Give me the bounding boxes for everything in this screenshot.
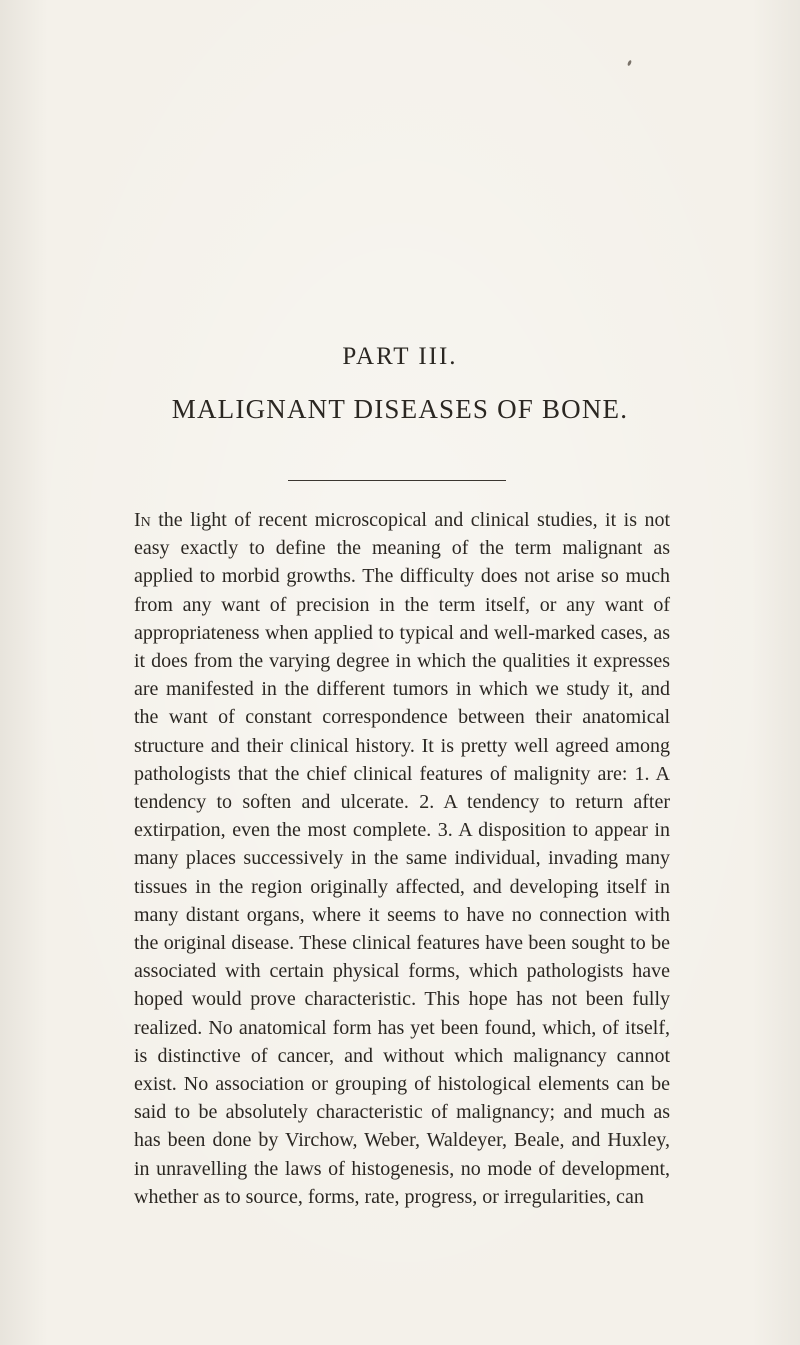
body-paragraph <box>134 506 670 1211</box>
paragraph-text: the light of recent microscopical and clinical studies, it is not easy exactly to define the meaning of the term malignant as applied to morbid growths. The difficulty does not arise so much from any want of precision in the term itself, or any want of appropriateness when applied to typical and well-marked cases, as it does from the varying degree in which the qualities it expresses are manifested in the different tumors in which we study it, and the want of constant correspondence between their anatomical structure and their clinical history. It is pretty well agreed among pathologists that the chief clinical features of malignity are: 1. A tendency to soften and ulcerate. 2. A tendency to return after extirpation, even the most complete. 3. A disposition to appear in many places successively in the same individual, invading many tissues in the region originally affected, and developing itself in many distant organs, where it seems to have no connection with the original disease. These clinical features have been sought to be associated with certain physical forms, which pathologists have hoped would prove characteristic. This hope has not been fully realized. No anatomical form has yet been found, which, of itself, is distinctive of cancer, and without which malignancy cannot exist. No association or grouping of histological elements can be said to be absolutely characteristic of malignancy; and much as has been done by Virchow, Weber, Waldeyer, Beale, and Huxley, in unravelling the laws of histogenesis, no mode of development, whether as to source, forms, rate, progress, or irregularities, can <box>134 509 670 1208</box>
paragraph-first-word: In <box>134 509 151 531</box>
ink-speck <box>627 60 632 67</box>
part-heading: PART III. <box>342 343 458 370</box>
chapter-title: MALIGNANT DISEASES OF BONE. <box>171 394 629 424</box>
title-divider <box>288 480 506 481</box>
